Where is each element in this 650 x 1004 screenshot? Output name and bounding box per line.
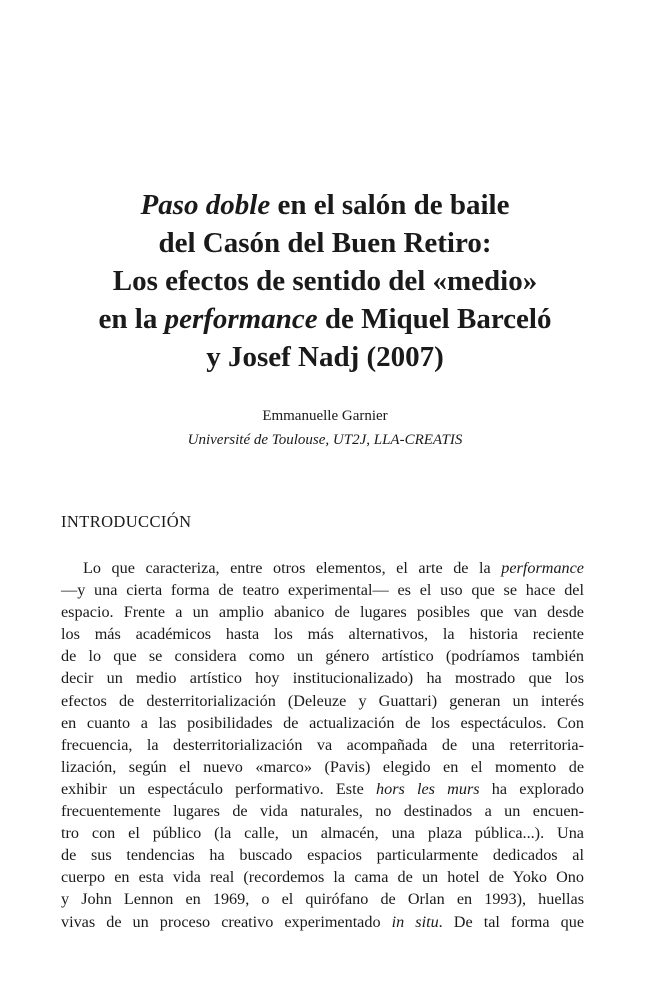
body-line: cuerpo en esta vida real (recordemos la cama de un hotel de Yoko Ono xyxy=(61,868,584,887)
body-paragraph xyxy=(61,557,584,933)
body-line xyxy=(61,911,584,933)
title-line-4-post: de Miquel Barceló xyxy=(317,303,552,335)
body-italic-text: hors les murs xyxy=(376,779,480,798)
body-text: ha explorado xyxy=(479,779,584,798)
title-line-5: y Josef Nadj (2007) xyxy=(206,341,444,373)
body-text: Lo que caracteriza, entre otros elementos, el arte de la xyxy=(83,559,502,577)
body-line: de lo que se considera como un género artístico (podríamos también xyxy=(61,647,584,666)
body-line xyxy=(61,557,584,579)
author-name: Emmanuelle Garnier xyxy=(262,408,388,424)
body-line: en cuanto a las posibilidades de actualización de los espectáculos. Con xyxy=(61,713,584,732)
title-line-2: del Casón del Buen Retiro: xyxy=(158,227,492,259)
title-italic-performance: performance xyxy=(164,303,318,335)
title-line-4-pre: en la xyxy=(98,303,165,335)
body-text: exhibir un espectáculo performativo. Este xyxy=(61,779,376,798)
body-line: frecuentemente lugares de vida naturales, no destinados a un encuen- xyxy=(61,802,584,821)
body-line: tro con el público (la calle, un almacén, una plaza pública...). Una xyxy=(61,824,584,843)
article-title xyxy=(40,186,610,376)
body-line: espacio. Frente a un amplio abanico de lugares posibles que van desde xyxy=(61,603,584,622)
body-line: los más académicos hasta los más alternativos, la historia reciente xyxy=(61,625,584,644)
title-italic-paso-doble: Paso doble xyxy=(140,189,271,221)
title-line-3: Los efectos de sentido del «medio» xyxy=(112,265,538,297)
body-line xyxy=(61,778,584,800)
body-line: decir un medio artístico hoy institucionalizado) ha mostrado que los xyxy=(61,669,584,688)
body-line: —y una cierta forma de teatro experimental— es el uso que se hace del xyxy=(61,581,584,600)
body-text: . De tal forma que xyxy=(438,912,585,931)
title-line-1 xyxy=(40,186,610,224)
section-heading: INTRODUCCIÓN xyxy=(61,512,192,531)
body-italic-text: in situ xyxy=(391,912,439,931)
title-line-1-text: en el salón de baile xyxy=(270,189,510,221)
body-line: de sus tendencias ha buscado espacios particularmente dedicados al xyxy=(61,846,584,865)
body-line: y John Lennon en 1969, o el quirófano de Orlan en 1993), huellas xyxy=(61,890,584,909)
title-line-4 xyxy=(40,300,610,338)
body-line: efectos de desterritorialización (Deleuze y Guattari) generan un interés xyxy=(61,691,584,710)
author-affiliation: Université de Toulouse, UT2J, LLA-CREATIS xyxy=(187,432,463,448)
body-line: lización, según el nuevo «marco» (Pavis) elegido en el momento de xyxy=(61,757,584,776)
body-italic-text: performance xyxy=(501,559,584,577)
body-text: vivas de un proceso creativo experimentado xyxy=(61,912,392,931)
body-line: frecuencia, la desterritorialización va acompañada de una reterritoria- xyxy=(61,735,584,754)
